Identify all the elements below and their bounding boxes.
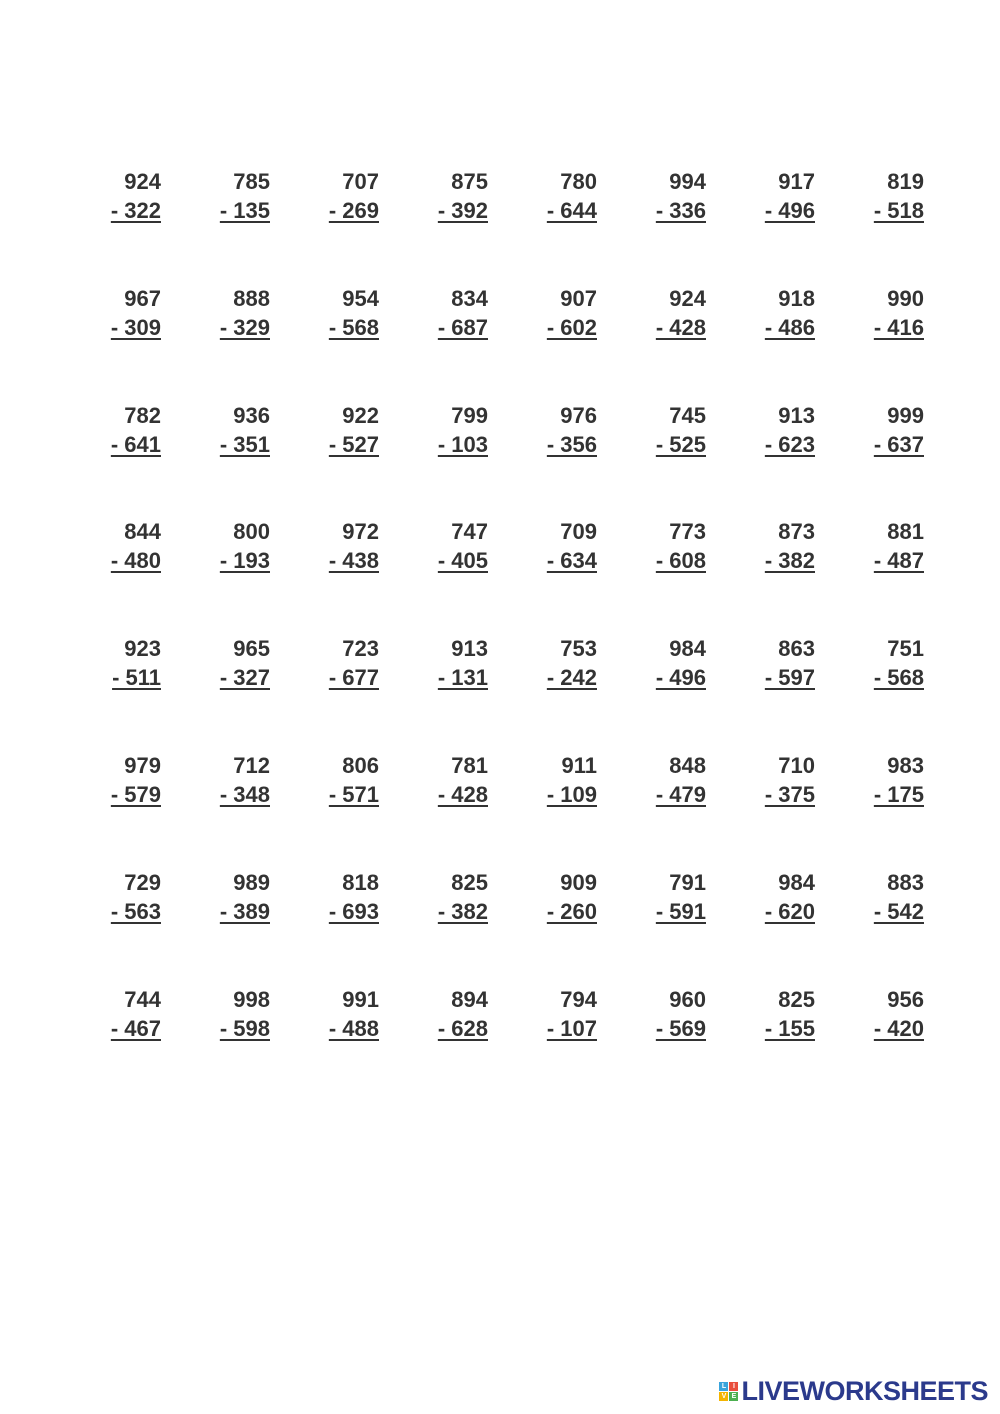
- minuend: 753: [560, 636, 597, 661]
- subtraction-problem: [725, 401, 815, 459]
- logo-text: LIVEWORKSHEETS: [741, 1375, 988, 1406]
- subtrahend: - 420: [873, 1016, 924, 1041]
- subtrahend: - 568: [328, 315, 379, 340]
- logo-icon: [719, 1382, 738, 1401]
- minuend: 936: [233, 403, 270, 428]
- subtraction-problem: [398, 634, 488, 692]
- subtraction-problem: [834, 985, 924, 1043]
- subtraction-problem: [289, 167, 379, 225]
- minuend: 918: [778, 286, 815, 311]
- subtrahend: - 637: [873, 432, 924, 457]
- subtraction-problem: [71, 634, 161, 692]
- subtraction-problem: [725, 868, 815, 926]
- subtrahend: - 382: [437, 899, 488, 924]
- minuend: 913: [451, 636, 488, 661]
- subtraction-problem: [834, 751, 924, 809]
- minuend: 707: [342, 169, 379, 194]
- minuend: 922: [342, 403, 379, 428]
- subtrahend: - 623: [764, 432, 815, 457]
- minuend: 984: [669, 636, 706, 661]
- minuend: 806: [342, 753, 379, 778]
- subtrahend: - 155: [764, 1016, 815, 1041]
- subtrahend: - 480: [110, 548, 161, 573]
- subtraction-problem: [71, 751, 161, 809]
- minuend: 819: [887, 169, 924, 194]
- minuend: 983: [887, 753, 924, 778]
- subtraction-problem: [834, 167, 924, 225]
- subtrahend: - 542: [873, 899, 924, 924]
- minuend: 990: [887, 286, 924, 311]
- subtrahend: - 309: [110, 315, 161, 340]
- subtrahend: - 392: [437, 198, 488, 223]
- subtrahend: - 467: [110, 1016, 161, 1041]
- subtraction-problem: [289, 401, 379, 459]
- subtraction-problem: [725, 284, 815, 342]
- subtrahend: - 527: [328, 432, 379, 457]
- subtrahend: - 438: [328, 548, 379, 573]
- subtraction-problem: [507, 517, 597, 575]
- minuend: 967: [124, 286, 161, 311]
- subtrahend: - 242: [546, 665, 597, 690]
- minuend: 747: [451, 519, 488, 544]
- minuend: 825: [451, 870, 488, 895]
- subtrahend: - 327: [219, 665, 270, 690]
- subtraction-problem: [398, 751, 488, 809]
- minuend: 773: [669, 519, 706, 544]
- subtraction-problem: [725, 517, 815, 575]
- minuend: 834: [451, 286, 488, 311]
- minuend: 917: [778, 169, 815, 194]
- subtraction-problem: [616, 985, 706, 1043]
- subtrahend: - 568: [873, 665, 924, 690]
- subtraction-problem: [289, 751, 379, 809]
- subtraction-problem: [834, 517, 924, 575]
- subtrahend: - 329: [219, 315, 270, 340]
- minuend: 956: [887, 987, 924, 1012]
- subtraction-problem: [834, 634, 924, 692]
- subtrahend: - 677: [328, 665, 379, 690]
- subtraction-problem: [398, 985, 488, 1043]
- minuend: 794: [560, 987, 597, 1012]
- subtraction-problem: [507, 401, 597, 459]
- subtraction-problem: [71, 517, 161, 575]
- subtrahend: - 375: [764, 782, 815, 807]
- subtraction-problem: [507, 167, 597, 225]
- subtrahend: - 428: [655, 315, 706, 340]
- subtraction-problem: [180, 985, 270, 1043]
- subtrahend: - 598: [219, 1016, 270, 1041]
- subtraction-problem: [289, 517, 379, 575]
- minuend: 780: [560, 169, 597, 194]
- minuend: 994: [669, 169, 706, 194]
- subtraction-problem: [725, 985, 815, 1043]
- minuend: 991: [342, 987, 379, 1012]
- minuend: 907: [560, 286, 597, 311]
- subtrahend: - 336: [655, 198, 706, 223]
- minuend: 999: [887, 403, 924, 428]
- subtrahend: - 634: [546, 548, 597, 573]
- subtraction-problem: [398, 517, 488, 575]
- subtraction-problem: [507, 868, 597, 926]
- subtraction-problem: [180, 167, 270, 225]
- subtrahend: - 322: [110, 198, 161, 223]
- subtrahend: - 348: [219, 782, 270, 807]
- subtraction-problem: [398, 868, 488, 926]
- subtraction-problem: [725, 751, 815, 809]
- subtrahend: - 687: [437, 315, 488, 340]
- subtrahend: - 518: [873, 198, 924, 223]
- subtraction-problem: [289, 868, 379, 926]
- minuend: 894: [451, 987, 488, 1012]
- minuend: 888: [233, 286, 270, 311]
- subtraction-problem: [725, 634, 815, 692]
- minuend: 924: [124, 169, 161, 194]
- minuend: 911: [561, 753, 597, 778]
- minuend: 913: [778, 403, 815, 428]
- logo-block: L: [719, 1382, 728, 1391]
- subtrahend: - 382: [764, 548, 815, 573]
- subtraction-problem: [616, 517, 706, 575]
- subtraction-problem: [834, 868, 924, 926]
- subtraction-problem: [398, 401, 488, 459]
- minuend: 960: [669, 987, 706, 1012]
- minuend: 989: [233, 870, 270, 895]
- minuend: 818: [342, 870, 379, 895]
- subtrahend: - 591: [655, 899, 706, 924]
- minuend: 863: [778, 636, 815, 661]
- minuend: 998: [233, 987, 270, 1012]
- minuend: 723: [342, 636, 379, 661]
- subtrahend: - 193: [219, 548, 270, 573]
- subtrahend: - 351: [219, 432, 270, 457]
- subtraction-problem: [725, 167, 815, 225]
- subtrahend: - 487: [873, 548, 924, 573]
- subtraction-problem: [834, 284, 924, 342]
- subtraction-problem: [180, 634, 270, 692]
- subtraction-problem: [616, 868, 706, 926]
- subtrahend: - 103: [437, 432, 488, 457]
- subtraction-problem: [507, 634, 597, 692]
- subtraction-problem: [289, 634, 379, 692]
- subtrahend: - 641: [110, 432, 161, 457]
- subtraction-problem: [71, 868, 161, 926]
- logo-block: E: [729, 1392, 738, 1401]
- subtrahend: - 628: [437, 1016, 488, 1041]
- subtraction-problem: [71, 401, 161, 459]
- subtraction-problem: [180, 751, 270, 809]
- minuend: 965: [233, 636, 270, 661]
- subtrahend: - 389: [219, 899, 270, 924]
- minuend: 875: [451, 169, 488, 194]
- subtraction-problem: [71, 284, 161, 342]
- subtraction-problem: [289, 284, 379, 342]
- subtrahend: - 107: [546, 1016, 597, 1041]
- minuend: 791: [669, 870, 706, 895]
- subtraction-problem: [507, 751, 597, 809]
- minuend: 848: [669, 753, 706, 778]
- subtrahend: - 579: [110, 782, 161, 807]
- subtrahend: - 644: [546, 198, 597, 223]
- subtraction-problem: [616, 751, 706, 809]
- subtrahend: - 620: [764, 899, 815, 924]
- subtrahend: - 602: [546, 315, 597, 340]
- subtrahend: - 693: [328, 899, 379, 924]
- subtraction-problem: [180, 401, 270, 459]
- minuend: 800: [233, 519, 270, 544]
- minuend: 785: [233, 169, 270, 194]
- subtrahend: - 486: [764, 315, 815, 340]
- minuend: 924: [669, 286, 706, 311]
- minuend: 781: [451, 753, 488, 778]
- minuend: 751: [887, 636, 924, 661]
- subtraction-problem: [834, 401, 924, 459]
- subtrahend: - 569: [655, 1016, 706, 1041]
- subtraction-problem: [71, 985, 161, 1043]
- subtraction-problem: [180, 517, 270, 575]
- minuend: 745: [669, 403, 706, 428]
- subtrahend: - 571: [328, 782, 379, 807]
- subtraction-problem: [398, 167, 488, 225]
- minuend: 984: [778, 870, 815, 895]
- subtraction-problem: [507, 985, 597, 1043]
- subtrahend: - 269: [328, 198, 379, 223]
- minuend: 881: [887, 519, 924, 544]
- subtraction-problem: [398, 284, 488, 342]
- subtrahend: - 488: [328, 1016, 379, 1041]
- subtraction-problem: [180, 284, 270, 342]
- logo-block: I: [729, 1382, 738, 1391]
- minuend: 972: [342, 519, 379, 544]
- minuend: 844: [124, 519, 161, 544]
- minuend: 744: [124, 987, 161, 1012]
- subtraction-problem: [616, 284, 706, 342]
- subtraction-problem: [616, 167, 706, 225]
- minuend: 712: [233, 753, 270, 778]
- subtrahend: - 260: [546, 899, 597, 924]
- subtrahend: - 135: [219, 198, 270, 223]
- minuend: 976: [560, 403, 597, 428]
- minuend: 799: [451, 403, 488, 428]
- subtraction-problem: [289, 985, 379, 1043]
- subtraction-problem: [507, 284, 597, 342]
- minuend: 873: [778, 519, 815, 544]
- subtrahend: - 608: [655, 548, 706, 573]
- subtrahend: - 496: [655, 665, 706, 690]
- minuend: 710: [778, 753, 815, 778]
- minuend: 909: [560, 870, 597, 895]
- subtrahend: - 356: [546, 432, 597, 457]
- minuend: 709: [560, 519, 597, 544]
- subtraction-problem: [616, 634, 706, 692]
- subtrahend: - 428: [437, 782, 488, 807]
- minuend: 782: [124, 403, 161, 428]
- minuend: 883: [887, 870, 924, 895]
- subtraction-problem: [180, 868, 270, 926]
- subtrahend: - 131: [437, 665, 488, 690]
- subtrahend: - 109: [546, 782, 597, 807]
- liveworksheets-logo: [719, 1376, 988, 1406]
- subtrahend: - 479: [655, 782, 706, 807]
- minuend: 979: [124, 753, 161, 778]
- minuend: 923: [124, 636, 161, 661]
- minuend: 729: [124, 870, 161, 895]
- subtrahend: - 496: [764, 198, 815, 223]
- subtrahend: - 175: [873, 782, 924, 807]
- minuend: 825: [778, 987, 815, 1012]
- subtrahend: - 563: [110, 899, 161, 924]
- subtrahend: - 416: [873, 315, 924, 340]
- minuend: 954: [342, 286, 379, 311]
- logo-block: V: [719, 1392, 728, 1401]
- subtrahend: - 525: [655, 432, 706, 457]
- subtrahend: - 405: [437, 548, 488, 573]
- subtraction-problem: [616, 401, 706, 459]
- subtrahend: - 511: [112, 665, 161, 690]
- subtraction-problem: [71, 167, 161, 225]
- subtrahend: - 597: [764, 665, 815, 690]
